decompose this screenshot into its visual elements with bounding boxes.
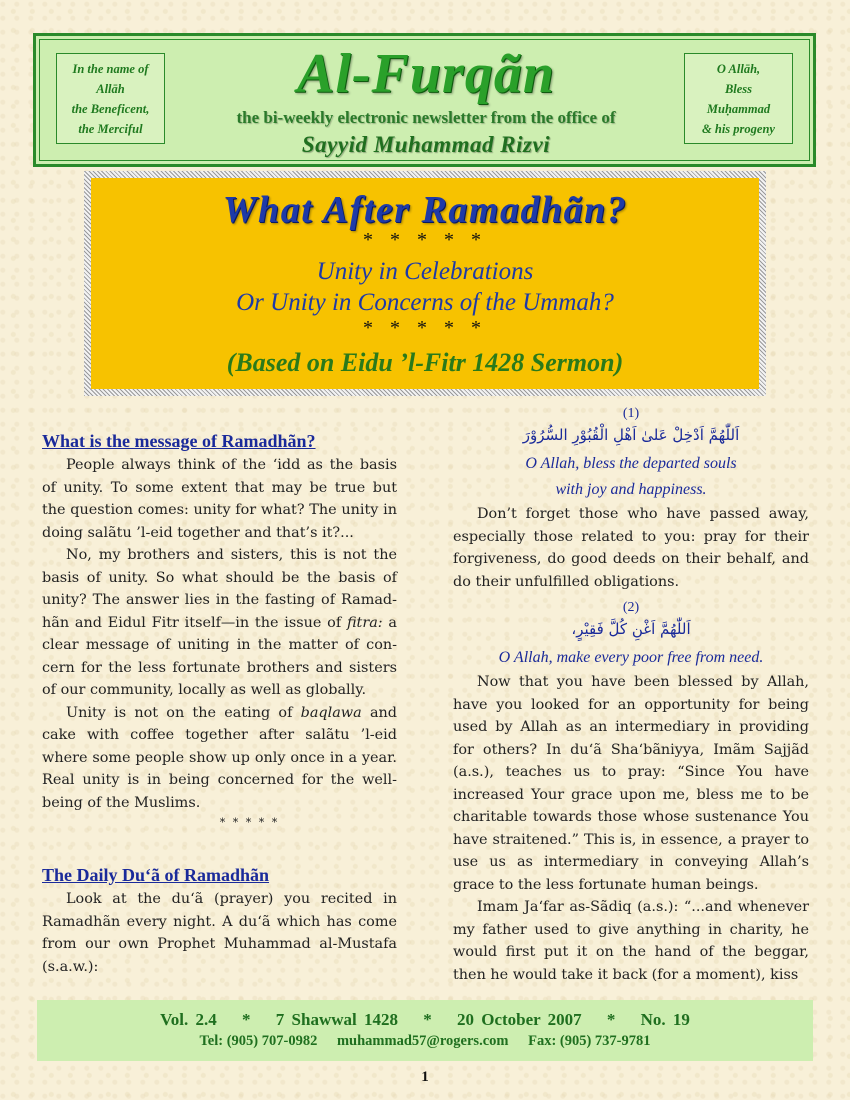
subtitle-line-2: Or Unity in Concerns of the Ummah?: [236, 289, 614, 316]
dua-translation-2: O Allah, make every poor free from need.: [498, 649, 764, 666]
paragraph-text: a clear message of uniting in the matter of con-cern for the less fortunate brothers and sisters of our community, locally as well as globally.: [42, 614, 398, 698]
newsletter-tagline: the bi-weekly electronic newsletter from the office of: [236, 108, 616, 127]
separator: *: [606, 1010, 616, 1029]
sermon-reference: (Based on Eidu ’l-Fitr 1428 Sermon): [226, 348, 624, 377]
dua-translation-1b: with joy and happiness.: [555, 481, 707, 498]
paragraph-text: Unity is not on the eating of: [66, 704, 301, 721]
title-stars-top: * * * * *: [363, 229, 487, 251]
hijri-date: 7 Shawwal 1428: [275, 1010, 398, 1029]
section-heading-daily-dua: The Daily Du‘ã of Ramadhãn: [42, 865, 270, 885]
email-link[interactable]: muhammad57@rogers.com: [336, 1033, 509, 1049]
telephone: Tel: (905) 707-0982: [199, 1033, 318, 1049]
bismillah-box: [56, 53, 165, 144]
subtitle-line-1: Unity in Celebrations: [316, 258, 534, 285]
separator: *: [242, 1010, 251, 1029]
separator: *: [423, 1010, 432, 1029]
paragraph-emphasis: baqlawa: [300, 704, 362, 721]
article-title: What After Ramadhãn?: [222, 189, 628, 231]
page-number: 1: [421, 1069, 429, 1085]
salawat-line-3: Muḥammad: [706, 101, 771, 116]
right-column: [453, 405, 809, 986]
bismillah-line-2: Allāh: [96, 81, 125, 96]
bismillah-line-1: In the name of: [72, 61, 149, 76]
dua-number-1: (1): [622, 406, 640, 421]
salawat-box: [684, 53, 793, 144]
newsletter-brand: Al-Furqãn: [297, 43, 555, 105]
left-column: [42, 405, 397, 978]
fax: Fax: (905) 737-9781: [528, 1033, 651, 1049]
issue-footer: [37, 1000, 813, 1061]
title-banner-inner: [91, 178, 759, 389]
paragraph: Imam Ja‘far as-Sãdiq (a.s.): “...and whenever my father used to give anything in charity, he would first put it on the hand of the beggar, then he would take it back (for a moment), kiss: [453, 899, 809, 983]
office-name: Sayyid Muhammad Rizvi: [301, 132, 551, 157]
contact-info: [37, 1032, 813, 1050]
salawat-line-1: O Allāh,: [716, 61, 761, 76]
section-heading-message: What is the message of Ramadhãn?: [42, 431, 316, 451]
title-stars-bottom: * * * * *: [363, 317, 487, 339]
paragraph-text: No, my brothers and sisters, this is not the basis of unity. So what should be the basis of unity? The answer lies in the fasting of Ramad-hãn and Eidul Fitr itself—in the issue of: [42, 547, 397, 631]
salawat-line-4: & his progeny: [702, 121, 775, 136]
paragraph: [42, 702, 397, 815]
masthead: [33, 33, 816, 167]
bismillah-line-3: the Beneficent,: [71, 101, 150, 116]
dua-arabic-2: اَللّٰهُمَّ اَغْنِ كُلَّ فَقِيْرٍ،: [571, 620, 691, 638]
paragraph: Look at the du‘ã (prayer) you recited in Ramadhãn every night. A du‘ã which has come from our own Prophet Muhammad al-Mustafa (s.a.w.):: [42, 891, 397, 975]
paragraph: Don’t forget those who have passed away, especially those related to you: pray for their forgiveness, do good deeds on their behalf, and do their unfulfilled obligations.: [453, 506, 809, 590]
dua-translation-1a: O Allah, bless the departed souls: [525, 455, 737, 472]
paragraph: [42, 544, 397, 702]
gregorian-date: 20 October 2007: [456, 1010, 582, 1029]
dua-number-2: (2): [622, 600, 640, 615]
bismillah-line-4: the Merciful: [78, 121, 143, 136]
paragraph: Now that you have been blessed by Allah, have you looked for an opportunity for being used by Allah as an intermediary in providing for others? In du‘ã Sha‘bãniyya, Imãm Sajjãd (a.s.), teaches us to pray: “Since You have increased Your grace upon me, bless me to be charitable towards those whose sustenance You have straitened.” This is, in essence, a prayer to use us as intermediary in conveying Allah’s grace to the less fortunate human beings.: [453, 674, 809, 893]
section-divider-stars: * * * * *: [219, 816, 280, 829]
issue-number: No. 19: [640, 1010, 690, 1029]
paragraph: People always think of the ‘idd as the basis of unity. To some extent that may be true but the question comes: unity for what? The unity in doing salãtu ’l-eid together and that’s it?...: [42, 457, 397, 541]
paragraph-emphasis: fitra:: [346, 614, 383, 631]
title-banner: [84, 171, 766, 396]
dua-arabic-1: اَللّٰهُمَّ اَدْخِلْ عَلىٰ اَهْلِ الْقُبُوْرِ السُّرُوْرَ: [522, 426, 740, 444]
volume: Vol. 2.4: [160, 1010, 217, 1029]
salawat-line-2: Bless: [724, 81, 753, 96]
paragraph-text: and cake with coffee together after salãtu ’l-eid where some people show up only once in a year. Real unity is in being concerned for the well-being of the Muslims.: [42, 704, 397, 811]
issue-info: [37, 1010, 813, 1030]
